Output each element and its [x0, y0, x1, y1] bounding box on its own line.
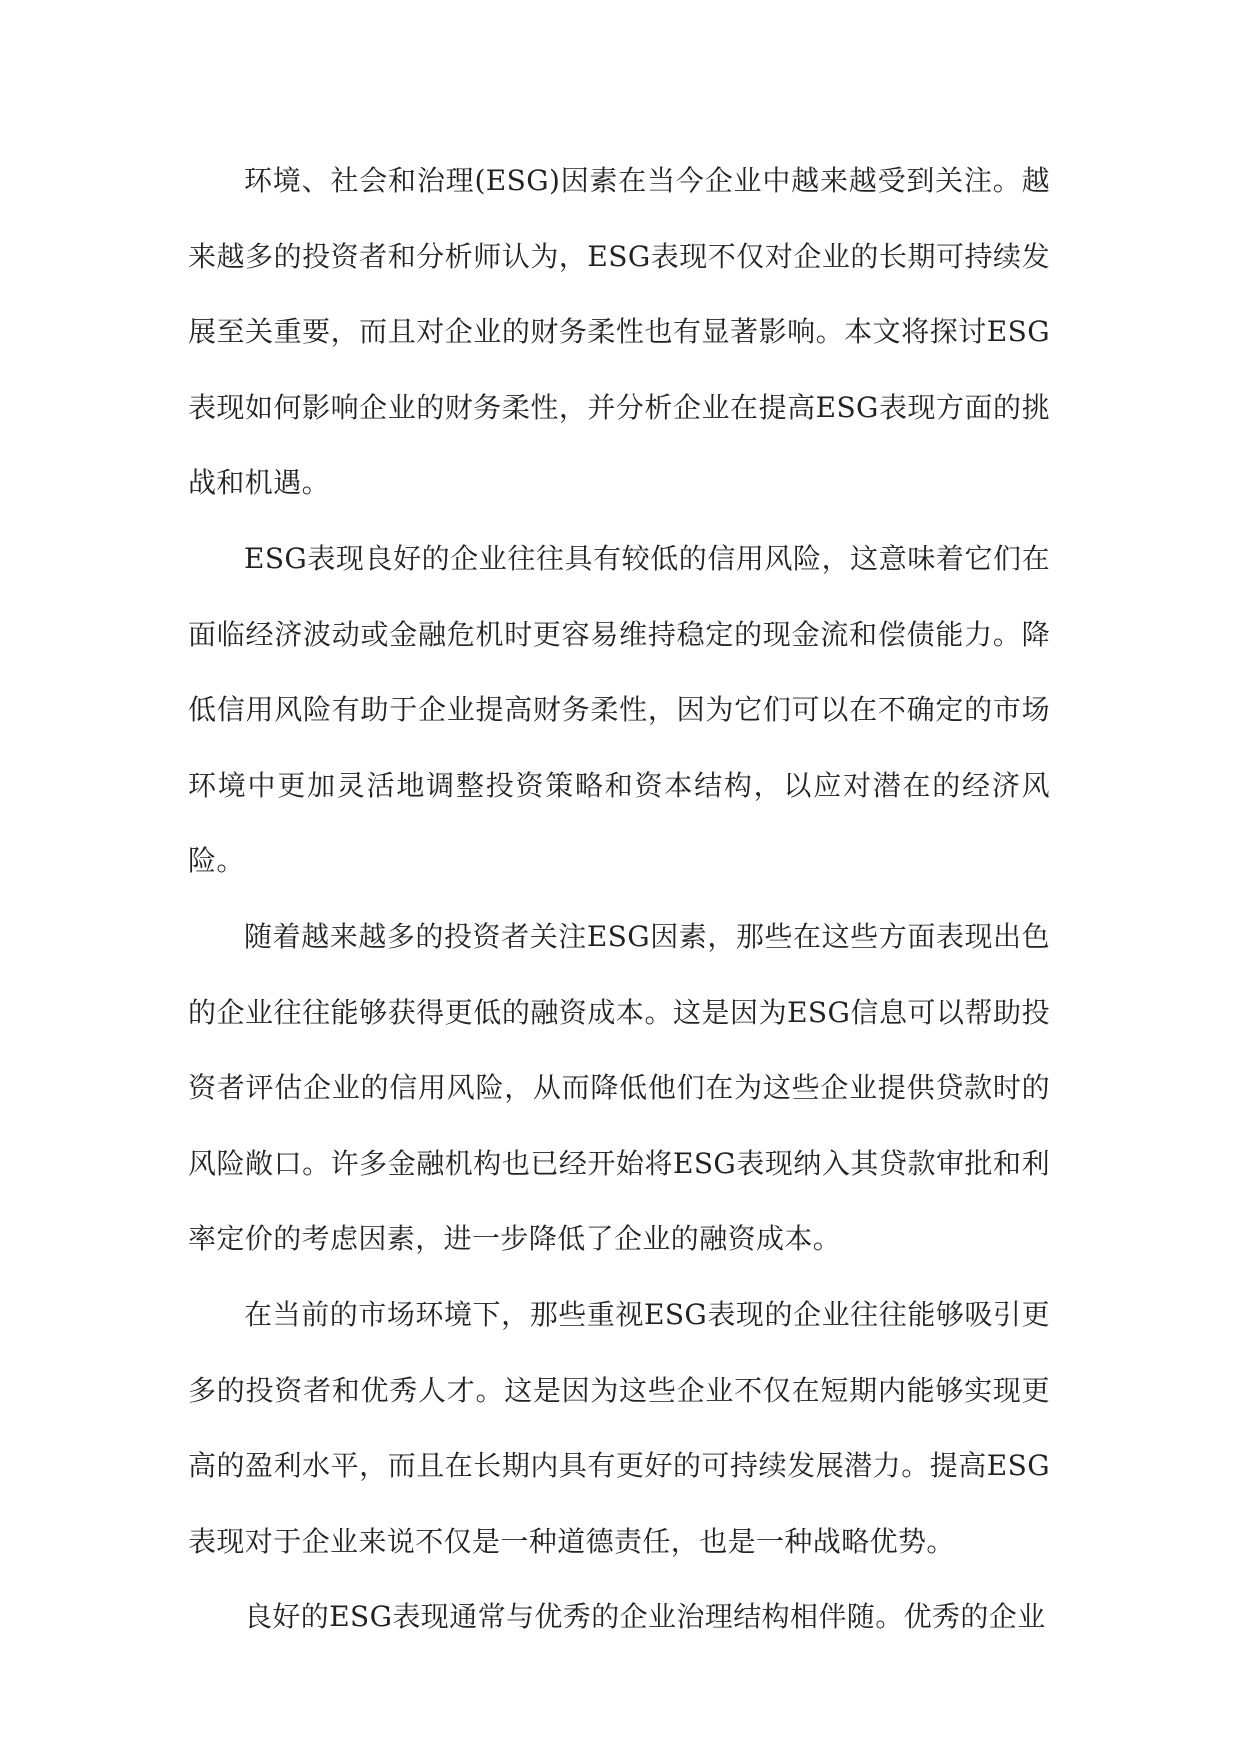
paragraph-5: 良好的ESG表现通常与优秀的企业治理结构相伴随。优秀的企业 [244, 1600, 1046, 1634]
paragraph-3: 随着越来越多的投资者关注ESG因素，那些在这些方面表现出色的企业往往能够获得更低的融资成本。这是因为ESG信息可以帮助投资者评估企业的信用风险，从而降低他们在为这些企业提供贷款时的风险敞口。许多金融机构也已经开始将ESG表现纳入其贷款审批和利率定价的考虑因素，进一步降低了企业的融资成本。 [188, 919, 1050, 1256]
paragraph-4: 在当前的市场环境下，那些重视ESG表现的企业往往能够吸引更多的投资者和优秀人才。这是因为这些企业不仅在短期内能够实现更高的盈利水平，而且在长期内具有更好的可持续发展潜力。提高ESG表现对于企业来说不仅是一种道德责任，也是一种战略优势。 [188, 1297, 1050, 1558]
paragraph-1: 环境、社会和治理(ESG)因素在当今企业中越来越受到关注。越来越多的投资者和分析师认为，ESG表现不仅对企业的长期可持续发展至关重要，而且对企业的财务柔性也有显著影响。本文将探讨ESG表现如何影响企业的财务柔性，并分析企业在提高ESG表现方面的挑战和机遇。 [188, 164, 1050, 500]
paragraph-2: ESG表现良好的企业往往具有较低的信用风险，这意味着它们在面临经济波动或金融危机时更容易维持稳定的现金流和偿债能力。降低信用风险有助于企业提高财务柔性，因为它们可以在不确定的市场环境中更加灵活地调整投资策略和资本结构，以应对潜在的经济风险。 [188, 541, 1050, 878]
document-body [188, 143, 1050, 1655]
